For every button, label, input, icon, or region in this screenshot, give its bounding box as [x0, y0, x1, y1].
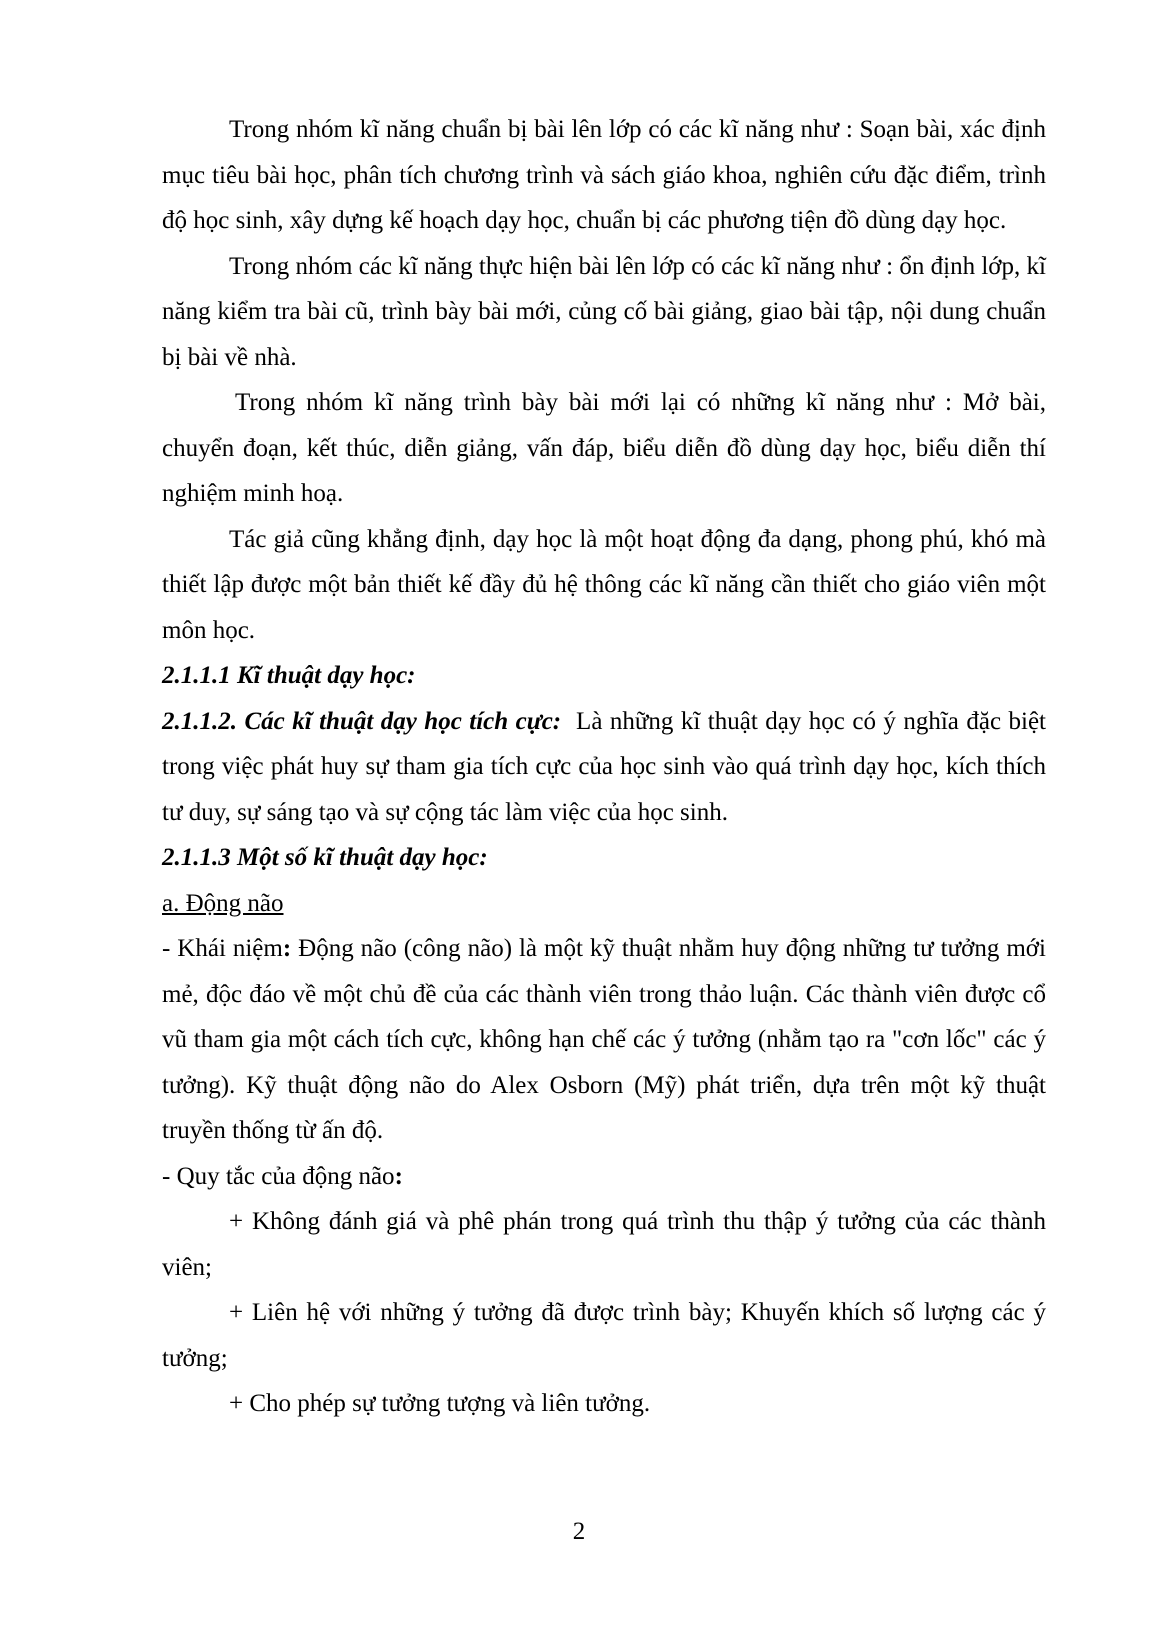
- paragraph-active-techniques: [162, 699, 1046, 836]
- concept-colon: :: [282, 935, 292, 962]
- heading-active-techniques: 2.1.1.2. Các kĩ thuật dạy học tích cực:: [162, 707, 562, 735]
- rules-colon: :: [394, 1162, 403, 1190]
- rules-label: - Quy tắc của động não: [162, 1162, 395, 1190]
- page-number: 2: [572, 1518, 586, 1545]
- paragraph-concept: [162, 926, 1046, 1154]
- active-techniques-body: Là những kĩ thuật dạy học có ý nghĩa đặc biệt trong việc phát huy sự tham gia tích cực của học sinh vào quá trình dạy học, kích thích tư duy, sự sáng tạo và sự cộng tác làm việc của học sinh.: [162, 707, 1046, 826]
- paragraph-lesson-preparation-skills: Trong nhóm kĩ năng chuẩn bị bài lên lớp có các kĩ năng như : Soạn bài, xác định mục tiêu bài học, phân tích chương trình và sách giáo khoa, nghiên cứu đặc điểm, trình độ học sinh, xây dựng kế hoạch dạy học, chuẩn bị các phương tiện đồ dùng dạy học.: [162, 116, 1046, 234]
- concept-label: - Khái niệm: [162, 935, 283, 962]
- rule-item-3: + Cho phép sự tưởng tượng và liên tưởng.: [229, 1390, 651, 1417]
- subsection-brainstorming: a. Động não: [162, 889, 284, 917]
- rule-item-2: + Liên hệ với những ý tưởng đã được trình bày; Khuyến khích số lượng các ý tưởng;: [162, 1299, 1046, 1372]
- concept-body: Động não (công não) là một kỹ thuật nhằm huy động những tư tưởng mới mẻ, độc đáo về một chủ đề của các thành viên trong thảo luận. Các thành viên được cổ vũ tham gia một cách tích cực, không hạn chế các ý tưởng (nhằm tạo ra "cơn lốc" các ý tưởng). Kỹ thuật động não do Alex Osborn (Mỹ) phát triển, dựa trên một kỹ thuật truyền thống từ ấn độ.: [162, 935, 1046, 1144]
- paragraph-new-lesson-skills: Trong nhóm kĩ năng trình bày bài mới lại có những kĩ năng như : Mở bài, chuyển đoạn, kết thúc, diễn giảng, vấn đáp, biểu diễn đồ dùng dạy học, biểu diễn thí nghiệm minh hoạ.: [162, 389, 1046, 507]
- paragraph-rules: [162, 1154, 1046, 1200]
- paragraph-author-affirmation: Tác giả cũng khẳng định, dạy học là một hoạt động đa dạng, phong phú, khó mà thiết lập được một bản thiết kế đầy đủ hệ thông các kĩ năng cần thiết cho giáo viên một môn học.: [162, 525, 1046, 644]
- subsection-title: [162, 881, 1046, 927]
- rule-item-1: + Không đánh giá và phê phán trong quá trình thu thập ý tưởng của các thành viên;: [162, 1208, 1046, 1281]
- heading-teaching-techniques: 2.1.1.1 Kĩ thuật dạy học:: [162, 662, 416, 689]
- heading-some-techniques: 2.1.1.3 Một số kĩ thuật dạy học:: [162, 844, 488, 871]
- paragraph-lesson-execution-skills: Trong nhóm các kĩ năng thực hiện bài lên lớp có các kĩ năng như : ổn định lớp, kĩ năng kiểm tra bài cũ, trình bày bài mới, củng cố bài giảng, giao bài tập, nội dung chuẩn bị bài về nhà.: [162, 252, 1046, 371]
